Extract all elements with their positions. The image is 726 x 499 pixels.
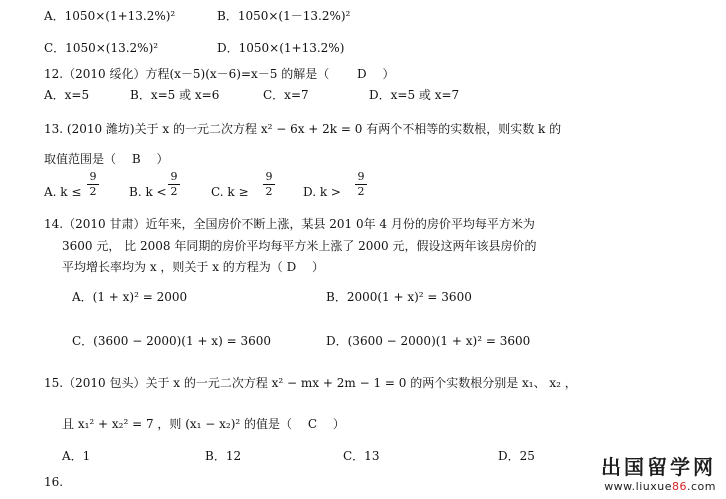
watermark-title: 出国留学网	[601, 455, 716, 479]
question-13-fraction-d	[355, 171, 367, 198]
question-14-option-a: A．(1 + x)² = 2000	[72, 290, 188, 304]
fraction-numerator: 9	[265, 170, 273, 183]
question-16-label: 16.	[44, 475, 64, 489]
option-d: D．1050×(1+13.2%)	[217, 41, 345, 55]
watermark-url-number: 86	[672, 480, 687, 493]
question-14-line-1: 14.（2010 甘肃）近年来，全国房价不断上涨，某县 201 0年 4 月份的房价平均每平方米为	[44, 217, 535, 231]
question-14-line-3: 平均增长率均为 x ，则关于 x 的方程为（ D ）	[62, 260, 325, 274]
option-c: C．1050×(13.2%)²	[44, 41, 159, 55]
question-15-option-d: D．25	[498, 449, 535, 463]
question-13-stem-continued: 取值范围是（ B ）	[44, 152, 169, 166]
question-12-option-c: C．x=7	[263, 88, 309, 102]
question-13-option-b: B. k <	[129, 185, 167, 199]
fraction-numerator: 9	[89, 170, 97, 183]
fraction-denominator: 2	[265, 185, 273, 198]
question-12-option-d: D．x=5 或 x=7	[369, 88, 460, 102]
question-13-option-d: D. k >	[303, 185, 341, 199]
question-13-option-a: A. k ≤	[44, 185, 82, 199]
option-a: A．1050×(1+13.2%)²	[44, 9, 176, 23]
question-13-stem: 13. (2010 潍坊)关于 x 的一元二次方程 x² − 6x + 2k = 0 有两个不相等的实数根，则实数 k 的	[44, 122, 562, 136]
question-15-option-c: C．13	[343, 449, 380, 463]
question-13-fraction-b	[168, 171, 180, 198]
option-b: B．1050×(1－13.2%)²	[217, 9, 351, 23]
watermark-url-suffix: .com	[687, 480, 716, 493]
question-13-option-c: C. k ≥	[211, 185, 249, 199]
question-15-line-1: 15.（2010 包头）关于 x 的一元二次方程 x² − mx + 2m − 1 = 0 的两个实数根分别是 x₁、 x₂ ，	[44, 376, 577, 390]
fraction-numerator: 9	[170, 170, 178, 183]
question-15-option-a: A．1	[62, 449, 91, 463]
question-14-option-c: C．(3600 − 2000)(1 + x) = 3600	[72, 334, 271, 348]
question-15-line-2: 且 x₁² + x₂² = 7 ，则 (x₁ − x₂)² 的值是（ C ）	[62, 417, 345, 431]
question-13-fraction-a	[87, 171, 99, 198]
fraction-numerator: 9	[357, 170, 365, 183]
question-15-option-b: B．12	[205, 449, 242, 463]
watermark-url	[601, 480, 716, 493]
question-12-option-b: B．x=5 或 x=6	[130, 88, 220, 102]
question-14-line-2: 3600 元， 比 2008 年同期的房价平均每平方米上涨了 2000 元，假设这两年该县房价的	[62, 239, 537, 253]
fraction-denominator: 2	[89, 185, 97, 198]
question-13-fraction-c	[263, 171, 275, 198]
question-12-stem: 12.（2010 绥化）方程(x－5)(x－6)=x－5 的解是（ D ）	[44, 67, 395, 81]
watermark-url-prefix: www.liuxue	[604, 480, 672, 493]
question-14-option-d: D．(3600 − 2000)(1 + x)² = 3600	[326, 334, 531, 348]
fraction-denominator: 2	[170, 185, 178, 198]
question-14-option-b: B．2000(1 + x)² = 3600	[326, 290, 472, 304]
watermark-logo	[601, 451, 716, 493]
question-12-option-a: A．x=5	[44, 88, 90, 102]
fraction-denominator: 2	[357, 185, 365, 198]
